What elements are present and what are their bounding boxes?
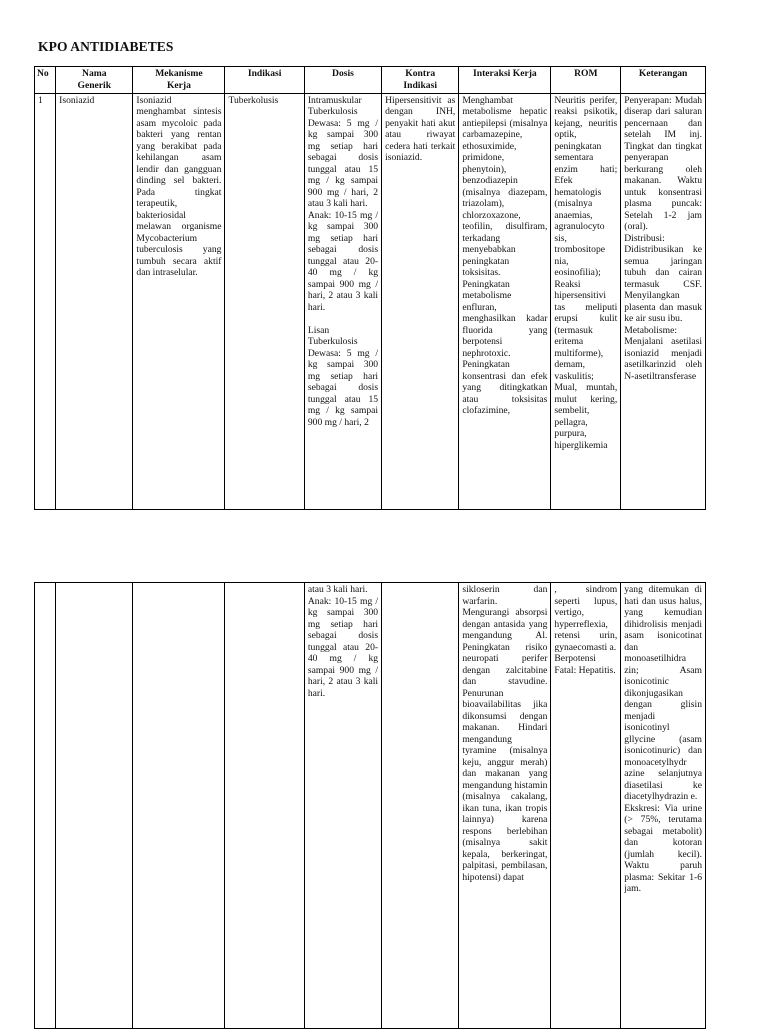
document-title: KPO ANTIDIABETES — [38, 39, 174, 54]
header-rom: ROM — [551, 67, 621, 94]
cell-indikasi: Tuberkolusis — [225, 93, 304, 509]
cell-mekanisme-kerja — [133, 583, 225, 1029]
cell-nama-generik — [56, 583, 133, 1029]
cell-rom: Neuritis perifer, reaksi psikotik, kejang, neuritis optik, peningkatan sementara enzim hati; Efek hematologis (misalnya anaemias, agranulocyto sis, trombositope nia, eosinofilia); Reaksi hipersensitivi tas meliputi erupsi kulit (termasuk eritema multiforme), demam, vaskulitis; Mual, muntah, mulut kering, sembelit, pellagra, purpura, hiperglikemia — [551, 93, 621, 509]
cell-nama-generik: Isoniazid — [56, 93, 133, 509]
table-row — [35, 93, 706, 509]
header-interaksi-kerja: Interaksi Kerja — [459, 67, 551, 94]
cell-interaksi-kerja: Menghambat metabolisme hepatic antiepilepsi (misalnya carbamazepine, ethosuximide, primidone, phenytoin), benzodiazepin (misalnya diazepam, triazolam), chlorzoxazone, teofilin, disulfiram, terkadang menyebabkan peningkatan toksisitas. Peningkatan metabolisme enfluran, menghasilkan kadar fluorida yang berpotensi nephrotoxic. Peningkatan konsentrasi dan efek yang ditingkatkan atau toksisitas clofazimine, — [459, 93, 551, 509]
cell-mekanisme-kerja: Isoniazid menghambat sintesis asam mycoloic pada bakteri yang rentan yang berakibat pada kehilangan asam lendir dan gangguan dinding sel bakteri. Pada tingkat terapeutik, bakteriosidal melawan organisme Mycobacterium tuberculosis yang tumbuh secara aktif dan intraselular. — [133, 93, 225, 509]
cell-kontra-indikasi: Hipersensitivit as dengan INH, penyakit hati akut atau riwayat cedera hati terkait isoniazid. — [382, 93, 459, 509]
cell-no — [35, 583, 56, 1029]
header-dosis: Dosis — [304, 67, 381, 94]
cell-keterangan: Penyerapan: Mudah diserap dari saluran pencernaan dan setelah IM inj. Tingkat dan tingkat penyerapan berkurang oleh makanan. Waktu untuk konsentrasi plasma puncak: Setelah 1-2 jam (oral). Distribusi: Didistribusikan ke semua jaringan tubuh dan cairan termasuk CSF. Menyilangkan plasenta dan masuk ke air susu ibu. Metabolisme: Menjalani asetilasi isoniazid menjadi asetilkarinzid oleh N-asetiltransferase — [621, 93, 706, 509]
table-row — [35, 583, 706, 1029]
cell-dosis: atau 3 kali hari. Anak: 10-15 mg / kg sampai 300 mg setiap hari sebagai dosis tunggal atau 20-40 mg / kg sampai 900 mg / hari, 2 atau 3 kali hari. — [304, 583, 381, 1029]
header-mekanisme-kerja: Mekanisme Kerja — [133, 67, 225, 94]
cell-keterangan: yang ditemukan di hati dan usus halus, yang kemudian dihidrolisis menjadi asam isonicotinat dan monoasetilhidra zin; Asam isonicotinic dikonjugasikan dengan glisin menjadi isonicotinyl gllycine (asam isonicotinuric) dan monoacetylhydr azine selanjutnya diasetilasi ke diacetylhydrazin e. Ekskresi: Via urine (> 75%, terutama sebagai metabolit) dan kotoran (jumlah kecil). Waktu paruh plasma: Sekitar 1-6 jam. — [621, 583, 706, 1029]
header-keterangan: Keterangan — [621, 67, 706, 94]
cell-rom: , sindrom seperti lupus, vertigo, hyperreflexia, retensi urin, gynaecomasti a. Berpotensi Fatal: Hepatitis. — [551, 583, 621, 1029]
drug-table-page-2 — [34, 582, 706, 1029]
cell-indikasi — [225, 583, 304, 1029]
cell-kontra-indikasi — [382, 583, 459, 1029]
header-kontra-indikasi: Kontra Indikasi — [382, 67, 459, 94]
header-no: No — [35, 67, 56, 94]
header-indikasi: Indikasi — [225, 67, 304, 94]
cell-interaksi-kerja: sikloserin dan warfarin. Mengurangi absorpsi dengan antasida yang mengandung Al. Peningkatan risiko neuropati perifer dengan zalcitabine dan stavudine. Penurunan bioavailabilitas jika dikonsumsi dengan makanan. Hindari mengandung tyramine (misalnya keju, anggur merah) dan makanan yang mengandung histamin (misalnya cakalang, ikan tuna, ikan tropis lainnya) karena respons berlebihan (misalnya sakit kepala, berkeringat, palpitasi, pembilasan, hipotensi) dapat — [459, 583, 551, 1029]
cell-no: 1 — [35, 93, 56, 509]
cell-dosis: Intramuskular Tuberkulosis Dewasa: 5 mg / kg sampai 300 mg setiap hari sebagai dosis tunggal atau 15 mg / kg sampai 900 mg / hari, 2 atau 3 kali hari. Anak: 10-15 mg / kg sampai 300 mg setiap hari sebagai dosis tunggal atau 20-40 mg / kg sampai 900 mg / hari, 2 atau 3 kali hari. Lisan Tuberkulosis Dewasa: 5 mg / kg sampai 300 mg setiap hari sebagai dosis tunggal atau 15 mg / kg sampai 900 mg / hari, 2 — [304, 93, 381, 509]
header-nama-generik: Nama Generik — [56, 67, 133, 94]
drug-table-page-1 — [34, 66, 706, 510]
table-header-row — [35, 67, 706, 94]
